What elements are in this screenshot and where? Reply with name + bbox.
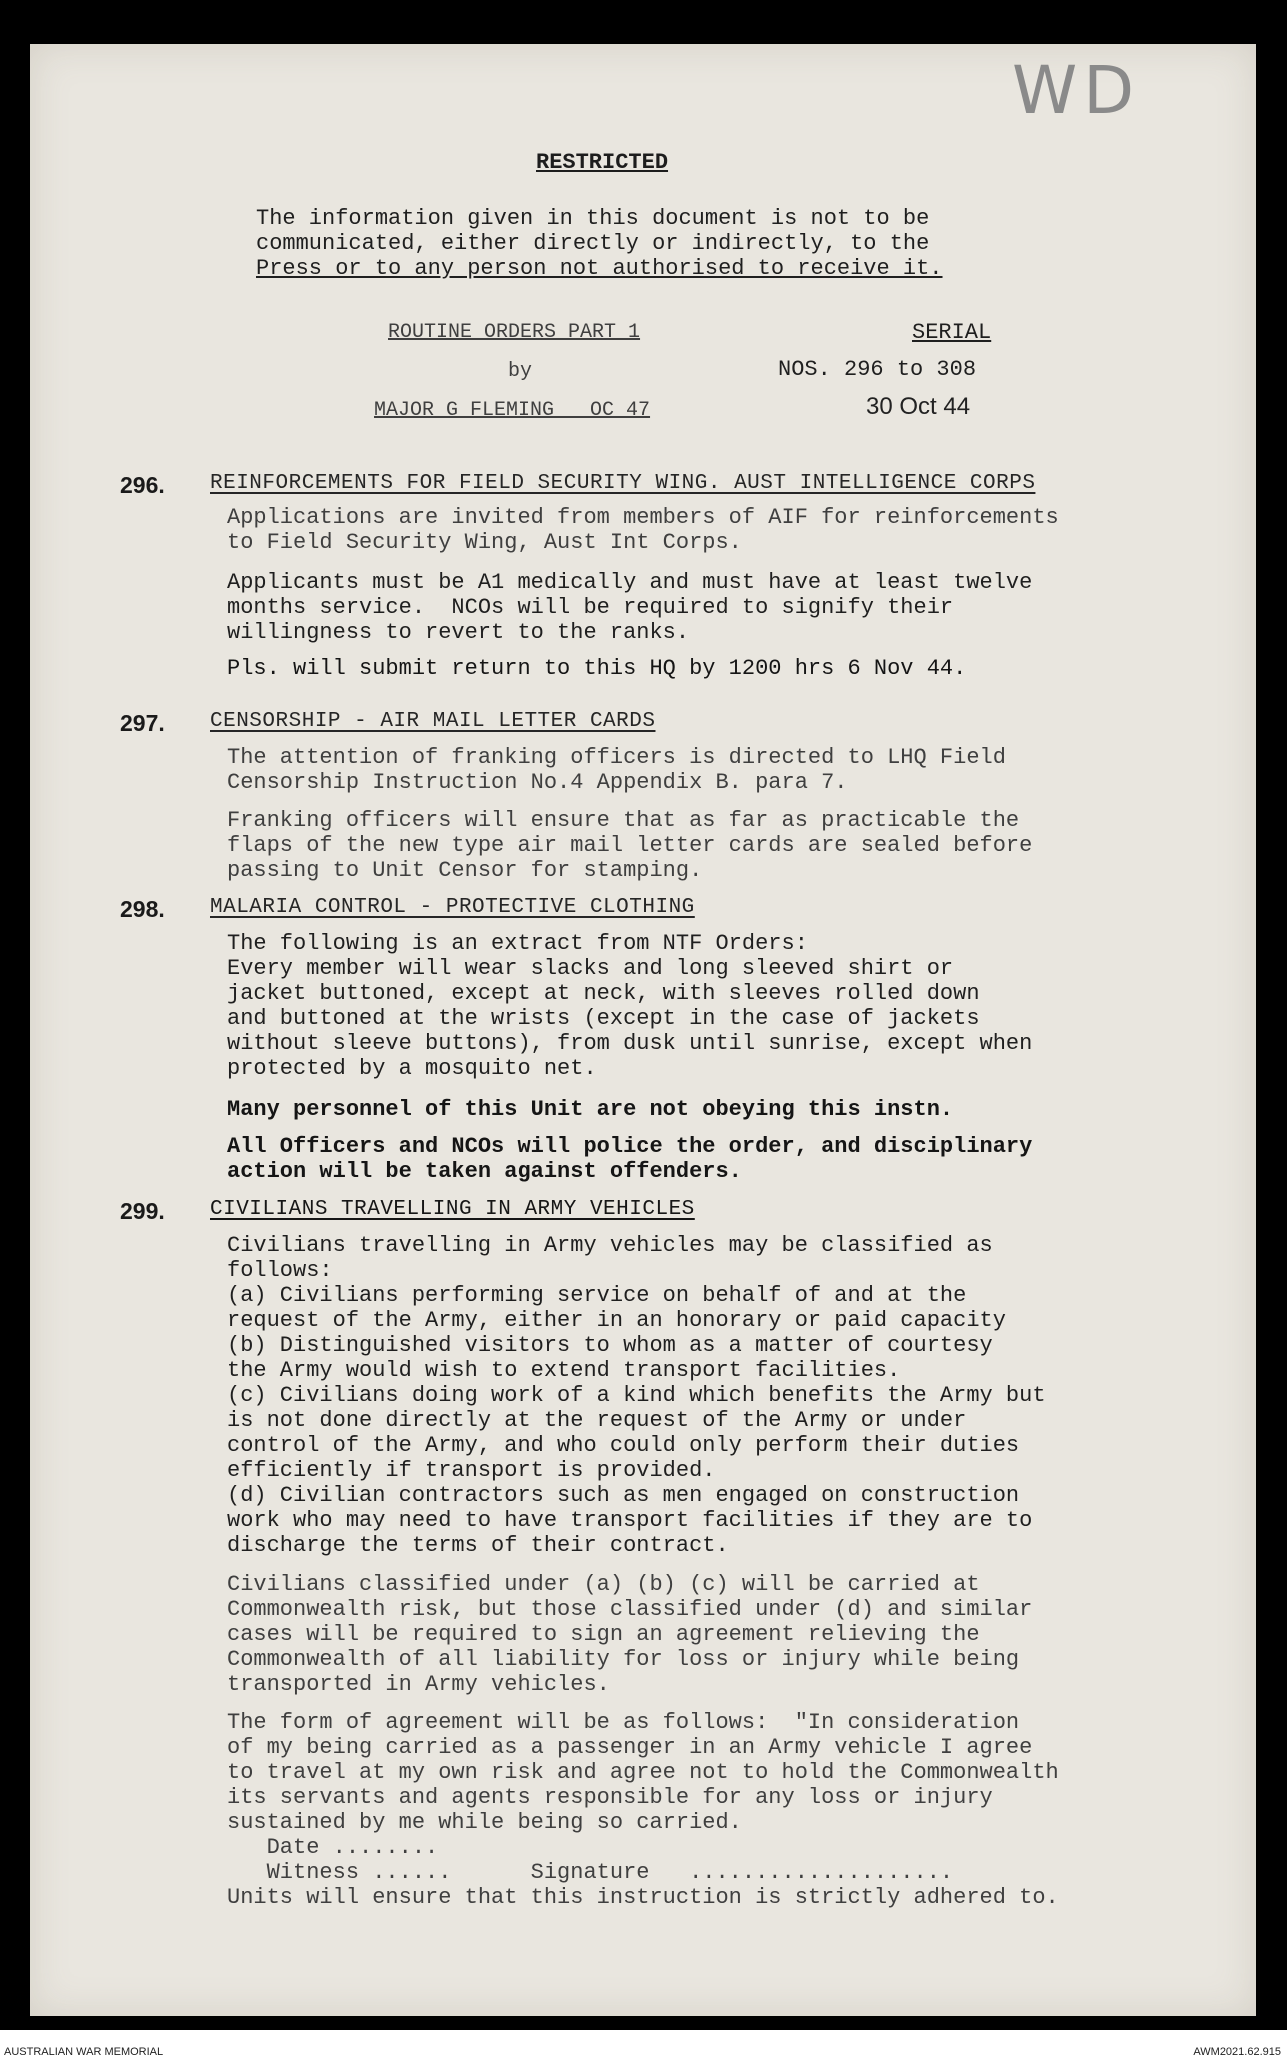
restricted-title: RESTRICTED bbox=[536, 150, 669, 175]
item-heading-298: MALARIA CONTROL - PROTECTIVE CLOTHING bbox=[210, 896, 695, 919]
archive-footer bbox=[0, 2030, 1287, 2061]
item-298-para-2: Many personnel of this Unit are not obeying this instn. bbox=[227, 1097, 954, 1122]
item-298-para-3: All Officers and NCOs will police the order, and disciplinary action will be taken against offenders. bbox=[227, 1134, 1033, 1184]
header-issuer: MAJOR G FLEMING OC 47 bbox=[374, 399, 651, 422]
item-number-299: 299. bbox=[120, 1198, 165, 1224]
restricted-line-2: communicated, either directly or indirectly, to the bbox=[256, 231, 930, 256]
item-297-para-1: The attention of franking officers is directed to LHQ Field Censorship Instruction No.4 Appendix B. para 7. bbox=[227, 745, 1006, 795]
item-number-296: 296. bbox=[120, 472, 165, 498]
item-heading-297: CENSORSHIP - AIR MAIL LETTER CARDS bbox=[210, 710, 656, 733]
header-serial-numbers: NOS. 296 to 308 bbox=[778, 357, 977, 382]
footer-reference: AWM2021.62.915 bbox=[1193, 2046, 1281, 2058]
header-date: 30 Oct 44 bbox=[866, 393, 971, 420]
item-number-297: 297. bbox=[120, 710, 165, 736]
header-serial: SERIAL bbox=[912, 320, 992, 345]
item-296-para-2: Applicants must be A1 medically and must have at least twelve months service. NCOs will be required to signify their willingness to revert to the ranks. bbox=[227, 570, 1033, 645]
item-296-para-3: Pls. will submit return to this HQ by 1200 hrs 6 Nov 44. bbox=[227, 656, 967, 681]
item-297-para-2: Franking officers will ensure that as far as practicable the flaps of the new type air mail letter cards are sealed before passing to Unit Censor for stamping. bbox=[227, 808, 1033, 883]
item-296-para-1: Applications are invited from members of AIF for reinforcements to Field Security Wing, Aust Int Corps. bbox=[227, 505, 1059, 555]
header-routine-orders: ROUTINE ORDERS PART 1 bbox=[388, 321, 641, 344]
item-299-para-2: Civilians classified under (a) (b) (c) will be carried at Commonwealth risk, but those classified under (d) and similar cases will be required to sign an agreement relieving the Commonwealth of all liability for loss or injury while being transported in Army vehicles. bbox=[227, 1572, 1033, 1697]
header-by: by bbox=[508, 360, 533, 383]
item-299-para-3: The form of agreement will be as follows: "In consideration of my being carried as a passenger in an Army vehicle I agree to travel at my own risk and agree not to hold the Commonwealth its servants and agents responsible for any loss or injury sustained by me while being so carried. Date ........ Witness ...... Signature .................... Units will ensure that this instruction is strictly adhered to. bbox=[227, 1710, 1059, 1910]
restricted-line-1: The information given in this document is not to be bbox=[256, 206, 930, 231]
restricted-line-3: Press or to any person not authorised to receive it. bbox=[256, 256, 943, 281]
item-number-298: 298. bbox=[120, 896, 165, 922]
footer-source: AUSTRALIAN WAR MEMORIAL bbox=[4, 2046, 164, 2058]
item-299-para-1: Civilians travelling in Army vehicles may be classified as follows: (a) Civilians performing service on behalf of and at the request of the Army, either in an honorary or paid capacity (b) Distinguished visitors to whom as a matter of courtesy the Army would wish to extend transport facilities. (c) Civilians doing work of a kind which benefits the Army but is not done directly at the request of the Army or under control of the Army, and who could only perform their duties efficiently if transport is provided. (d) Civilian contractors such as men engaged on construction work who may need to have transport facilities if they are to discharge the terms of their contract. bbox=[227, 1233, 1046, 1558]
item-heading-296: REINFORCEMENTS FOR FIELD SECURITY WING. AUST INTELLIGENCE CORPS bbox=[210, 472, 1036, 495]
item-heading-299: CIVILIANS TRAVELLING IN ARMY VEHICLES bbox=[210, 1198, 695, 1221]
handwritten-annotation: WD bbox=[1012, 52, 1141, 129]
item-298-para-1: The following is an extract from NTF Orders: Every member will wear slacks and long sleeved shirt or jacket buttoned, except at neck, with sleeves rolled down and buttoned at the wrists (except in the case of jackets without sleeve buttons), from dusk until sunrise, except when protected by a mosquito net. bbox=[227, 931, 1033, 1081]
